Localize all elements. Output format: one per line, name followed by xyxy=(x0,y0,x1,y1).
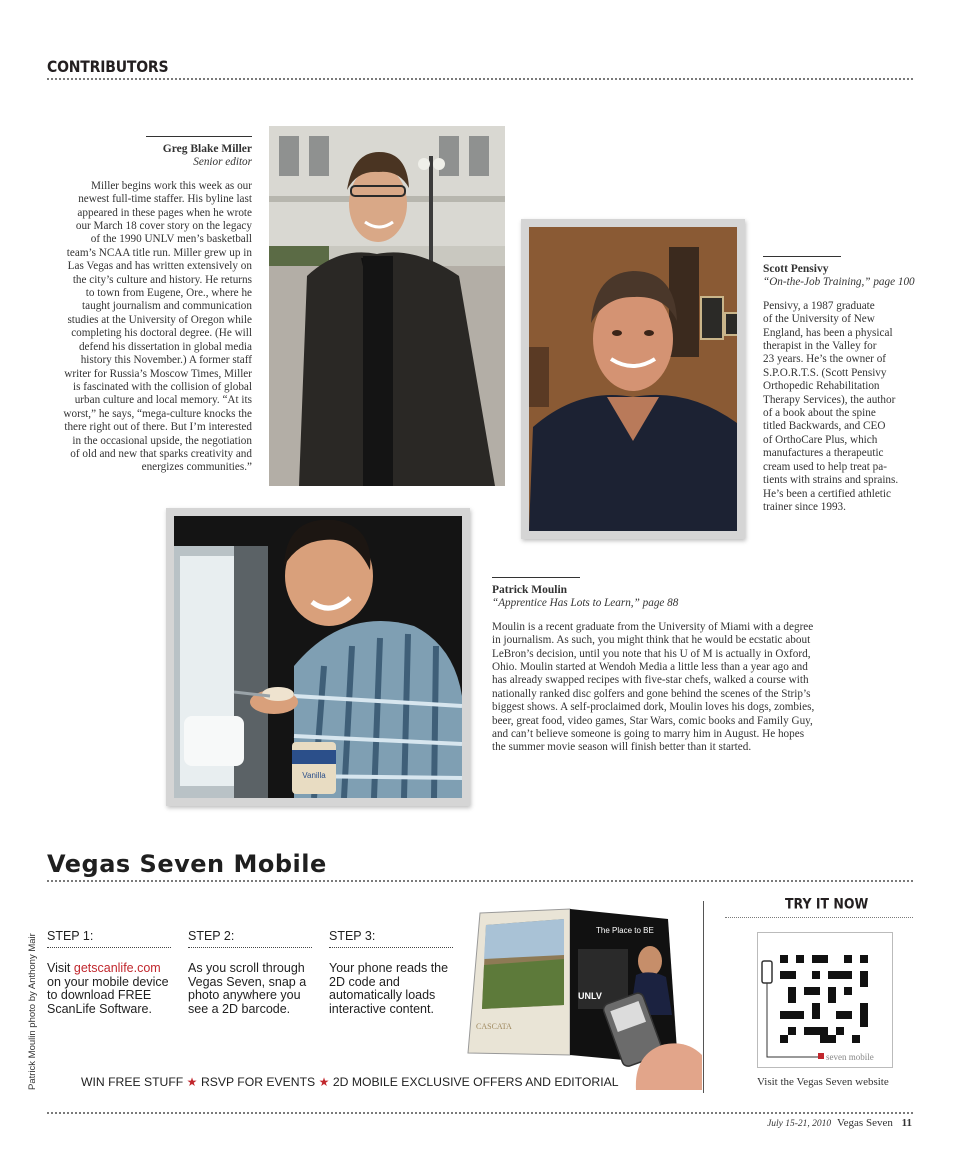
bio-rule xyxy=(763,256,841,257)
bio-line: writer for Russia’s Moscow Times, Miller xyxy=(64,367,252,380)
qr-brand: seven mobile xyxy=(826,1052,874,1062)
moulin-photo-frame xyxy=(166,508,470,806)
bio-line: completing his doctoral degree. (He will xyxy=(71,327,252,340)
bio-line: is fascinated with the collision of global xyxy=(73,380,252,393)
bio-line: Pensivy, a 1987 graduate xyxy=(763,299,875,312)
bio-line: appeared in these pages when he wrote xyxy=(77,206,252,219)
contributor-bio xyxy=(763,300,923,515)
step-1 xyxy=(47,929,171,1016)
bio-line: in the occasional upside, the negotiation xyxy=(72,434,252,447)
bio-line: tients with strains and sprains. xyxy=(763,474,899,487)
footer-date: July 15-21, 2010 xyxy=(767,1119,832,1129)
header-divider xyxy=(47,78,913,80)
mobile-divider xyxy=(47,880,913,882)
bio-line: S.P.O.R.T.S. (Scott Pensivy xyxy=(763,366,887,379)
step-2 xyxy=(188,929,312,1016)
bio-line: history this November.) A former staff xyxy=(80,354,252,367)
bio-line: Therapy Services), the author xyxy=(763,393,896,406)
bio-line: Orthopedic Rehabilitation xyxy=(763,380,880,393)
promo-item: 2D MOBILE EXCLUSIVE OFFERS AND EDITORIAL xyxy=(332,1075,619,1089)
bio-line: Las Vegas and has written extensively on xyxy=(67,260,252,273)
page-footer xyxy=(767,1117,912,1129)
footer-brand: Vegas Seven xyxy=(836,1117,893,1129)
promo-item: RSVP FOR EVENTS xyxy=(200,1075,316,1089)
moulin-photo xyxy=(174,516,462,798)
bio-line: of a book about the spine xyxy=(763,407,876,420)
magazine-right-text: The Place to BE xyxy=(596,926,654,935)
contributor-name: Patrick Moulin xyxy=(492,584,568,596)
bio-line: defend his dissertation in global media xyxy=(78,340,252,353)
try-it-now-label: TRY IT NOW xyxy=(785,895,869,912)
contributor-role: “Apprentice Has Lots to Learn,” page 88 xyxy=(492,597,679,610)
footer-divider xyxy=(47,1112,913,1114)
bio-rule xyxy=(492,577,580,578)
bio-line: there right out of there. But I’m interested xyxy=(64,421,252,434)
contributor-bio xyxy=(492,621,862,755)
star-icon: ★ xyxy=(186,1075,198,1089)
bio-line: in journalism. As such, you might think that he would be ecstatic about xyxy=(492,634,811,647)
column-divider xyxy=(703,901,704,1093)
mobile-section-title: Vegas Seven Mobile xyxy=(47,850,327,878)
bio-line: manufactures a therapeutic xyxy=(763,447,884,460)
bio-line: the summer movie season will finish better than it started. xyxy=(492,741,752,754)
page-number: 11 xyxy=(901,1117,912,1129)
section-title: CONTRIBUTORS xyxy=(47,58,169,77)
pensivy-bio xyxy=(763,256,923,514)
miller-photo xyxy=(269,126,505,486)
bio-rule xyxy=(146,136,252,137)
bio-line: of old and new that sparks creativity and xyxy=(70,447,252,460)
bio-line: LeBron’s decision, until you note that his U of M is actually in Oxford, xyxy=(492,647,811,660)
bio-line: titled Backwards, and CEO xyxy=(763,420,886,433)
contributor-name: Greg Blake Miller xyxy=(162,143,252,155)
contributor-bio xyxy=(40,180,252,475)
bio-line: biggest shows. A self-proclaimed dork, Moulin loves his dogs, zombies, xyxy=(492,701,815,714)
bio-line: taught journalism and communication xyxy=(82,300,252,313)
step-text: Visit getscanlife.com on your mobile device to download FREE ScanLife Software. xyxy=(47,961,169,1016)
qr-caption: Visit the Vegas Seven website xyxy=(757,1076,889,1088)
bio-line: 23 years. He’s the owner of xyxy=(763,353,887,366)
try-divider xyxy=(725,917,913,918)
magazine-illustration xyxy=(466,905,702,1090)
step-rule xyxy=(188,947,312,948)
pensivy-photo-frame xyxy=(521,219,745,539)
step-text: As you scroll through Vegas Seven, snap a photo anywhere you see a 2D barcode. xyxy=(188,961,307,1016)
bio-line: energizes communities.” xyxy=(141,461,252,474)
bio-line: and can’t believe someone is going to marry him in August. He hopes xyxy=(492,728,805,741)
bio-line: cream used to help treat pa- xyxy=(763,460,887,473)
bio-line: has already swapped recipes with five-star chefs, walked a course with xyxy=(492,674,809,687)
qr-code[interactable] xyxy=(757,932,893,1068)
bio-line: England, has been a physical xyxy=(763,326,893,339)
bio-line: therapist in the Valley for xyxy=(763,340,877,353)
step-label: STEP 1: xyxy=(47,929,94,943)
step-label: STEP 2: xyxy=(188,929,235,943)
bio-line: of OrthoCare Plus, which xyxy=(763,433,878,446)
bio-line: worst,” he says, “mega-culture knocks the xyxy=(63,407,252,420)
step-text: Your phone reads the 2D code and automatically loads interactive content. xyxy=(329,961,449,1016)
moulin-bio xyxy=(492,577,862,755)
bio-line: urban culture and local memory. “At its xyxy=(74,394,252,407)
ice-cream-label: Vanilla xyxy=(302,771,326,780)
bio-line: beer, great food, video games, Star Wars, comic books and Family Guy, xyxy=(492,714,813,727)
bio-line: newest full-time staffer. His byline last xyxy=(78,193,252,206)
bio-line: team’s NCAA title run. Miller grew up in xyxy=(66,246,252,259)
bio-line: of the 1990 UNLV men’s basketball xyxy=(90,233,252,246)
bio-line: our March 18 cover story on the legacy xyxy=(75,220,252,233)
miller-bio xyxy=(40,136,252,475)
step-label: STEP 3: xyxy=(329,929,376,943)
contributor-role: Senior editor xyxy=(193,156,252,169)
contributor-name: Scott Pensivy xyxy=(763,263,829,275)
bio-line: Miller begins work this week as our xyxy=(91,179,252,192)
bio-line: He’s been a certified athletic xyxy=(763,487,891,500)
contributor-role: “On-the-Job Training,” page 100 xyxy=(763,276,915,289)
star-icon: ★ xyxy=(318,1075,330,1089)
promo-item: WIN FREE STUFF xyxy=(81,1075,184,1089)
bio-line: studies at the University of Oregon while xyxy=(67,313,252,326)
photo-credit: Patrick Moulin photo by Anthony Mair xyxy=(27,933,38,1090)
scanlife-link[interactable]: getscanlife.com xyxy=(73,961,161,975)
bio-line: nationally ranked disc golfers and gone behind the scenes of the Strip’s xyxy=(492,687,811,700)
pensivy-photo xyxy=(529,227,737,531)
bio-line: of the University of New xyxy=(763,313,875,326)
bio-line: the city’s culture and history. He returns xyxy=(72,273,252,286)
bio-line: to town from Eugene, Ore., where he xyxy=(85,287,252,300)
step-rule xyxy=(47,947,171,948)
magazine-mark: UNLV xyxy=(578,991,602,1001)
step-rule xyxy=(329,947,453,948)
bio-line: Ohio. Moulin started at Wendoh Media a little less than a year ago and xyxy=(492,661,808,674)
bio-line: Moulin is a recent graduate from the University of Miami with a degree xyxy=(492,620,814,633)
step-3 xyxy=(329,929,453,1016)
magazine-left-text: CASCATA xyxy=(476,1022,512,1031)
bio-line: trainer since 1993. xyxy=(763,500,846,513)
